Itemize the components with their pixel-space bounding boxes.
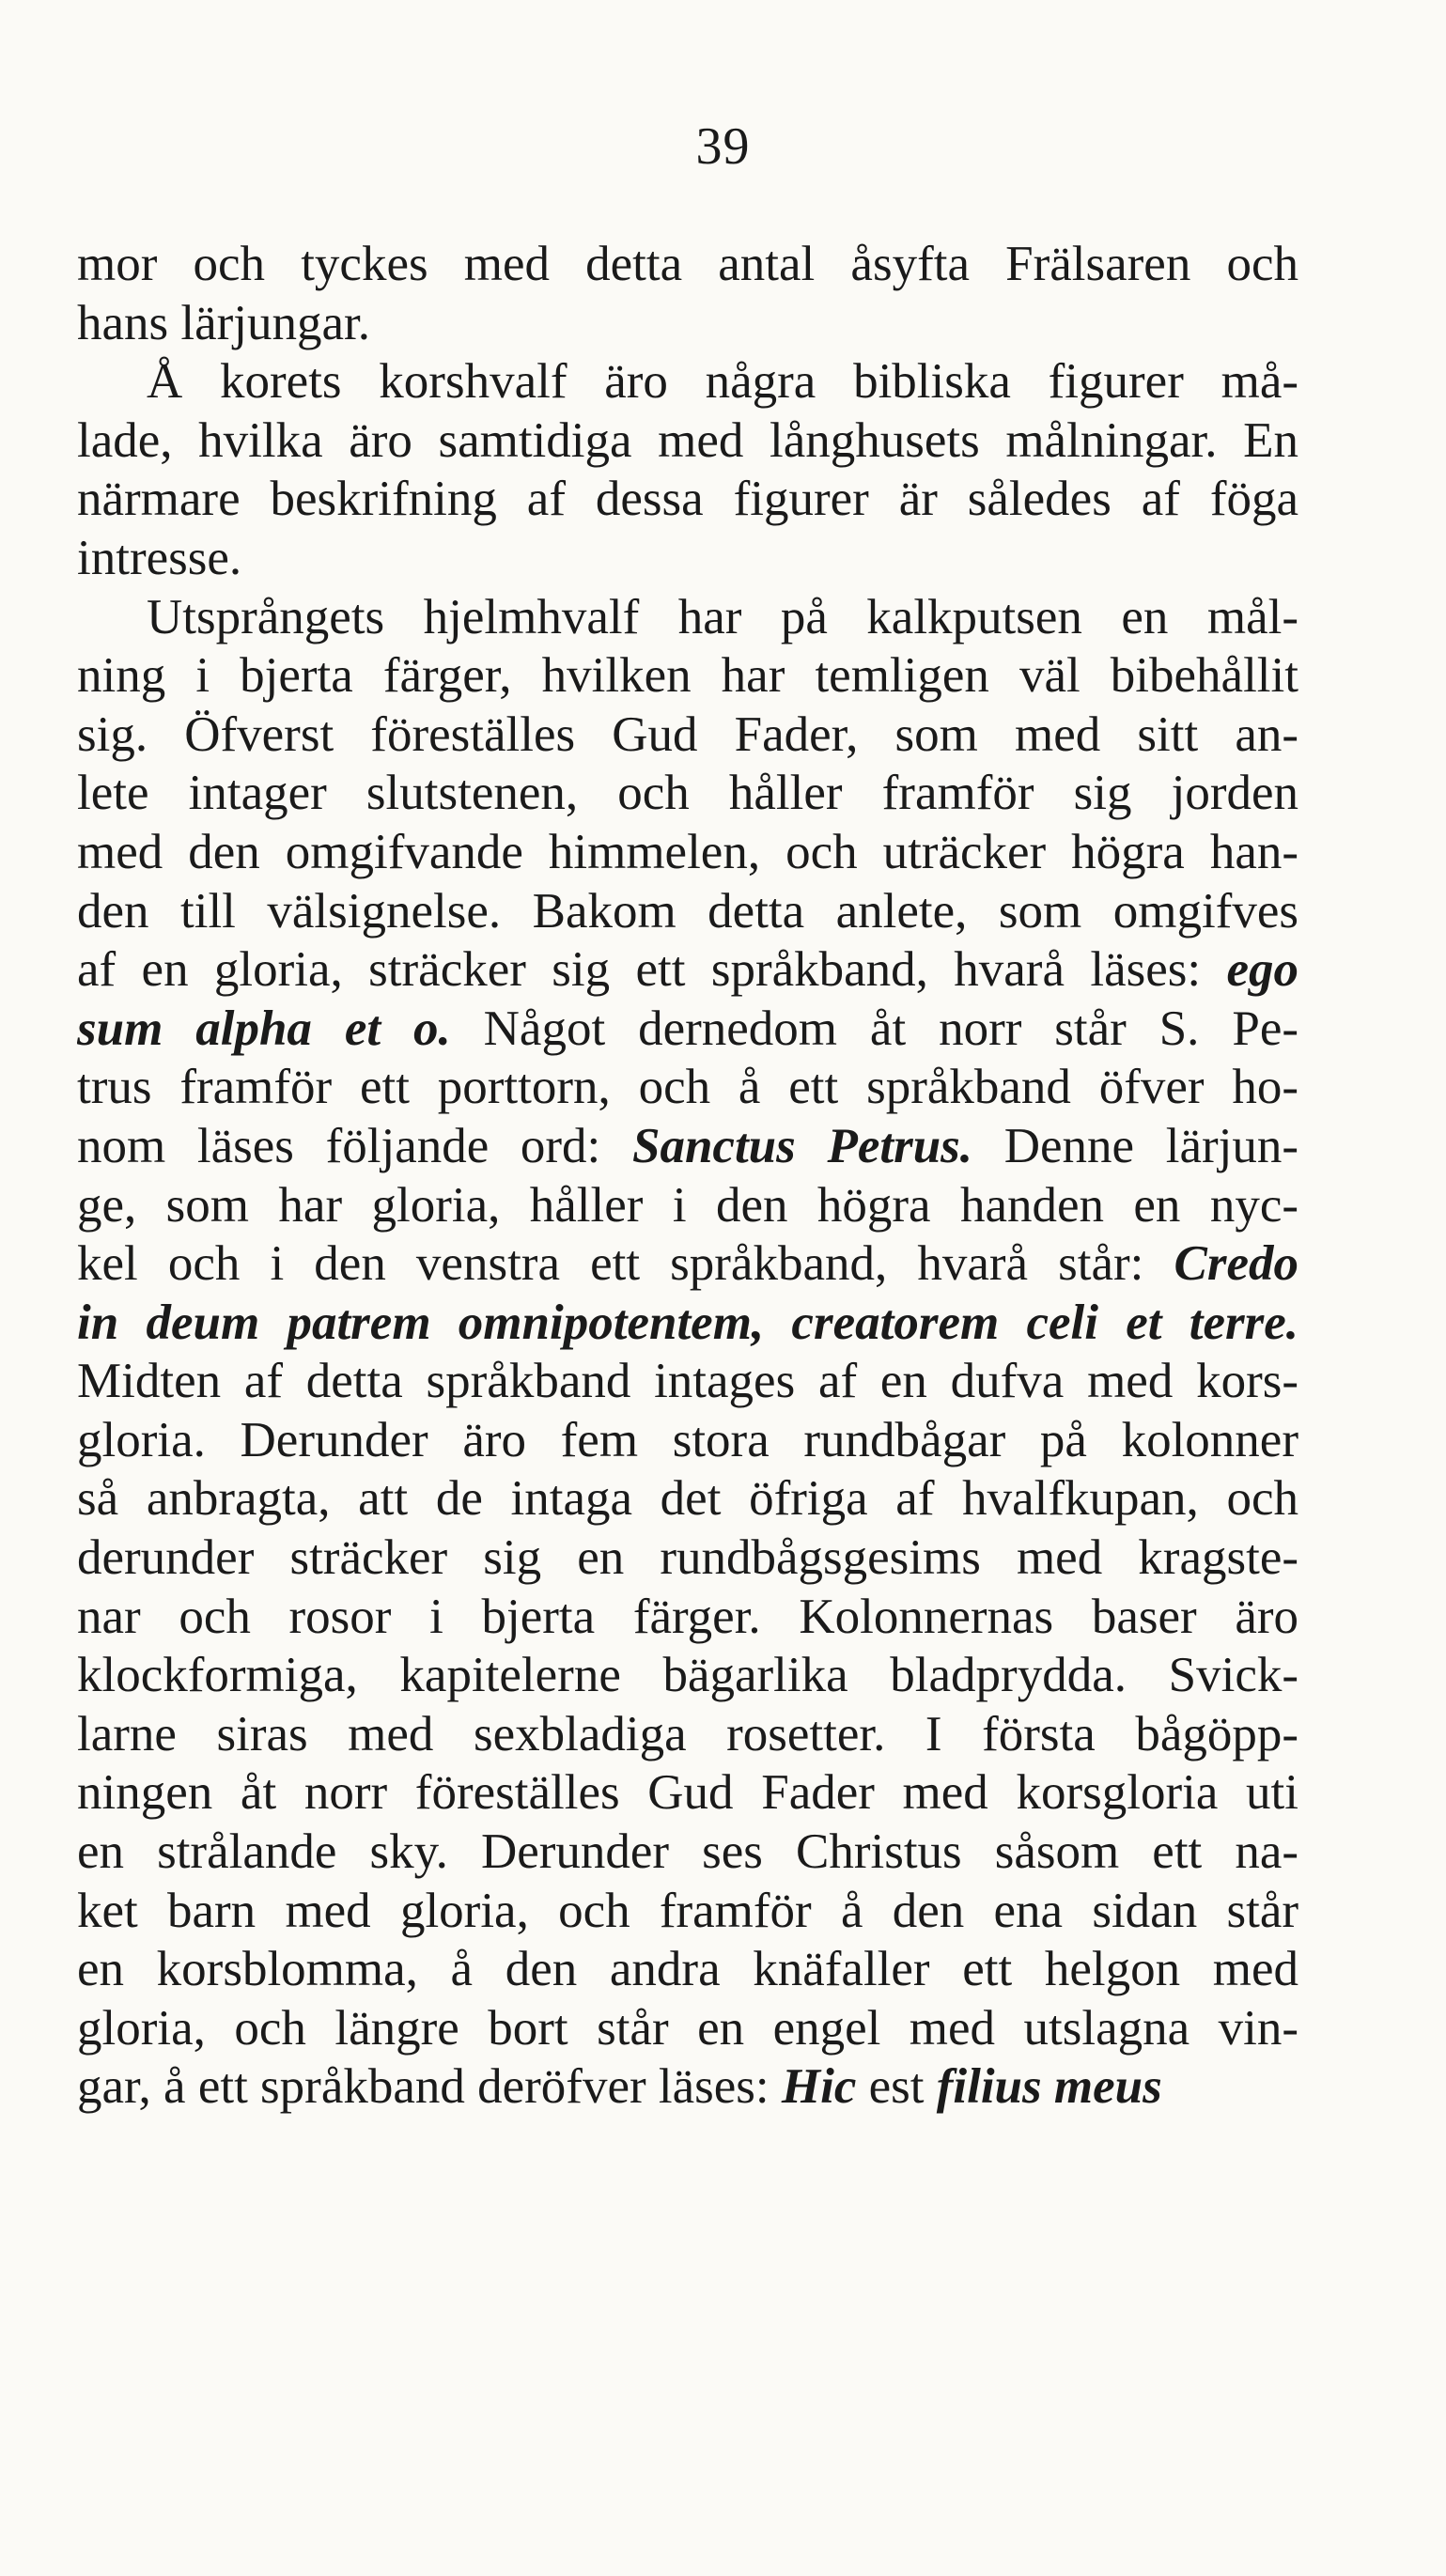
text-line — [77, 1646, 1298, 1705]
text-run: est — [856, 2059, 937, 2115]
text-line — [77, 882, 1298, 941]
text-line — [77, 1763, 1298, 1823]
italic-text: filius meus — [936, 2059, 1162, 2115]
text-line — [77, 1294, 1298, 1353]
text-run: gloria, och längre bort står en engel med utslagna vin- — [77, 2000, 1298, 2056]
text-run: mor och tyckes med detta antal åsyfta Frälsaren och — [77, 237, 1298, 291]
text-run: trus framför ett porttorn, och å ett språkband öfver ho- — [77, 1060, 1298, 1115]
italic-text: Sanctus Petrus. — [631, 1118, 973, 1173]
text-run: intresse. — [77, 530, 242, 585]
text-line — [77, 529, 1298, 588]
body-text — [77, 235, 1298, 2117]
text-line — [77, 1000, 1298, 1059]
text-run: ket barn med gloria, och framför å den ena sidan står — [77, 1883, 1298, 1938]
text-run: den till välsignelse. Bakom detta anlete, som omgifves — [77, 883, 1298, 939]
text-line — [77, 470, 1298, 529]
text-line — [77, 1882, 1298, 1941]
text-run: så anbragta, att de intaga det öfriga af hvalfkupan, och — [77, 1471, 1298, 1527]
text-run: ge, som har gloria, håller i den högra handen en nyc- — [77, 1177, 1298, 1233]
text-run: Midten af detta språkband intages af en dufva med kors- — [77, 1354, 1298, 1409]
text-run: Utsprångets hjelmhvalf har på kalkputsen en mål- — [147, 589, 1298, 644]
text-line — [77, 1705, 1298, 1764]
text-run: klockformiga, kapitelerne bägarlika bladprydda. Svick- — [77, 1648, 1298, 1703]
text-run: med den omgifvande himmelen, och uträcker högra han- — [77, 824, 1298, 879]
text-line — [77, 235, 1298, 294]
text-line — [77, 1999, 1298, 2058]
text-line — [77, 1352, 1298, 1411]
text-run: larne siras med sexbladiga rosetter. I första bågöpp- — [77, 1706, 1298, 1761]
text-line — [77, 1411, 1298, 1470]
text-line — [77, 646, 1298, 706]
text-line — [77, 1117, 1298, 1176]
text-run: sig. Öfverst föreställes Gud Fader, som med sitt an- — [77, 706, 1298, 762]
text-line — [77, 352, 1298, 411]
text-line — [77, 294, 1298, 353]
text-run: af en gloria, sträcker sig ett språkband, hvarå läses: — [77, 942, 1227, 998]
text-line — [77, 1469, 1298, 1529]
text-line — [77, 2057, 1298, 2117]
text-run: derunder sträcker sig en rundbågsgesims med kragste- — [77, 1530, 1298, 1586]
text-run: nom läses följande ord: — [77, 1118, 632, 1173]
text-run: ning i bjerta färger, hvilken har temligen väl bibehållit — [77, 648, 1298, 704]
italic-text: Credo — [1174, 1236, 1298, 1292]
text-line — [77, 588, 1298, 647]
text-run: ningen åt norr föreställes Gud Fader med korsgloria uti — [77, 1765, 1298, 1821]
text-run: hans lärjungar. — [77, 295, 371, 350]
text-line — [77, 940, 1298, 1000]
italic-text: Hic — [781, 2059, 857, 2115]
text-run: Å korets korshvalf äro några bibliska figurer må- — [147, 354, 1298, 410]
text-run: Något dernedom åt norr står S. Pe- — [450, 1001, 1298, 1056]
text-run: gloria. Derunder äro fem stora rundbågar på kolonner — [77, 1412, 1298, 1467]
text-run: Denne lärjun- — [972, 1118, 1298, 1173]
italic-text: ego — [1226, 942, 1298, 998]
text-line — [77, 1176, 1298, 1235]
text-line — [77, 823, 1298, 882]
text-run: nar och rosor i bjerta färger. Kolonnernas baser äro — [77, 1589, 1298, 1644]
text-line — [77, 411, 1298, 471]
text-line — [77, 1940, 1298, 1999]
italic-text: sum alpha et o. — [77, 1001, 451, 1056]
page-number: 39 — [695, 117, 751, 176]
text-run: kel och i den venstra ett språkband, hvarå står: — [77, 1236, 1174, 1292]
text-line — [77, 1588, 1298, 1647]
text-line — [77, 1529, 1298, 1588]
text-run: lete intager slutstenen, och håller framför sig jorden — [77, 766, 1298, 821]
text-run: lade, hvilka äro samtidiga med långhusets målningar. En — [77, 412, 1298, 468]
text-run: en strålande sky. Derunder ses Christus såsom ett na- — [77, 1824, 1298, 1880]
text-line — [77, 764, 1298, 823]
text-run: gar, å ett språkband deröfver läses: — [77, 2059, 782, 2115]
text-line — [77, 1058, 1298, 1117]
text-line — [77, 1234, 1298, 1294]
text-run: en korsblomma, å den andra knäfaller ett helgon med — [77, 1942, 1298, 1997]
text-run: närmare beskrifning af dessa figurer är således af föga — [77, 472, 1298, 527]
italic-text: in deum patrem omnipotentem, creatorem celi et terre. — [77, 1295, 1298, 1350]
text-line — [77, 1823, 1298, 1882]
text-line — [77, 706, 1298, 765]
